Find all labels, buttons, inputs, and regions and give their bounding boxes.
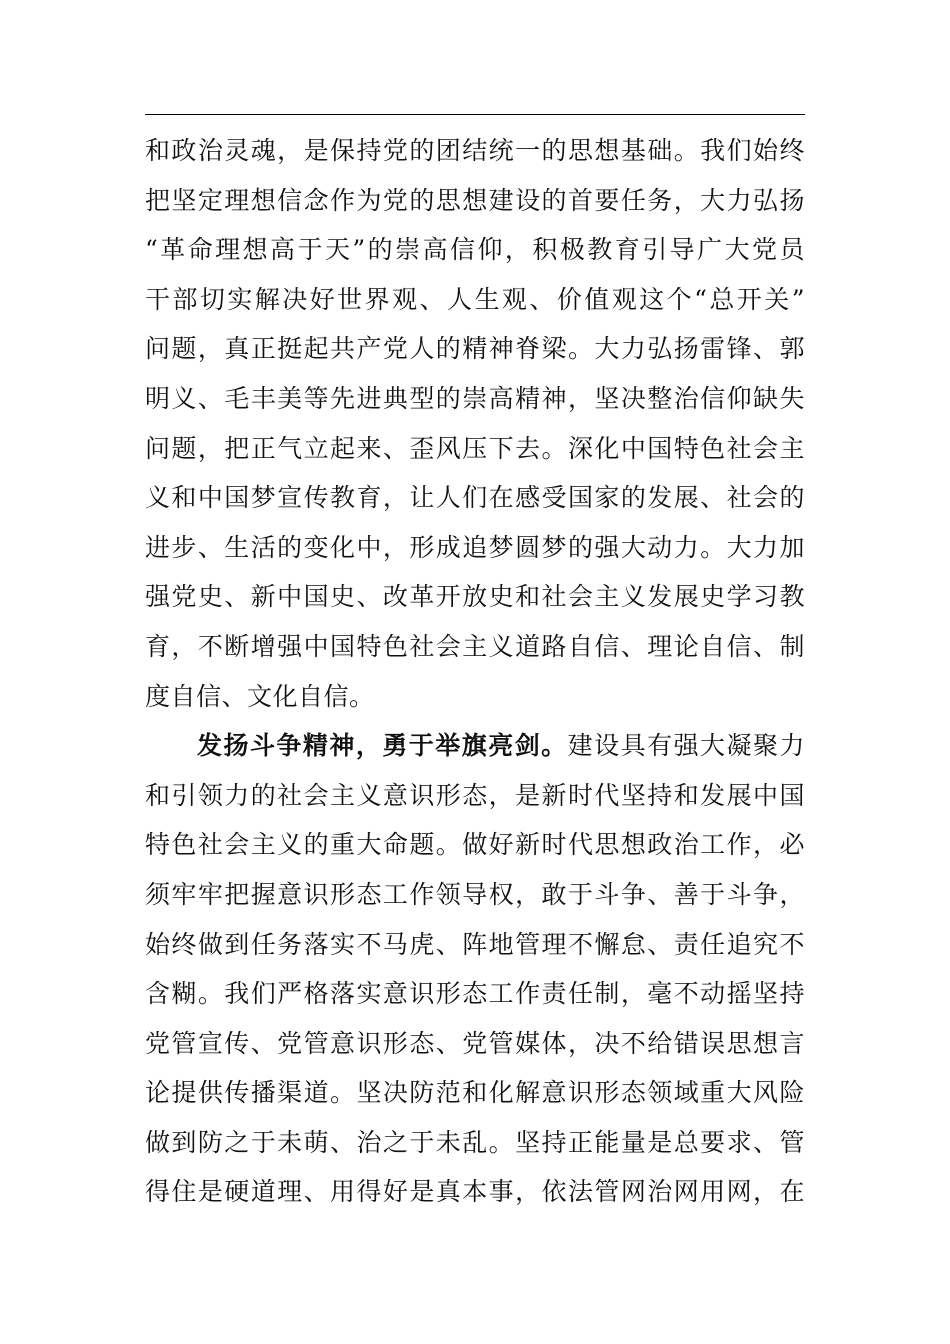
text-line: 须牢牢把握意识形态工作领导权，敢于斗争、善于斗争， [145,879,805,909]
text-line: 问题，真正挺起共产党人的精神脊梁。大力弘扬雷锋、郭 [145,334,805,364]
text-line: 进步、生活的变化中，形成追梦圆梦的强大动力。大力加 [145,532,805,562]
text-line: “革命理想高于天”的崇高信仰，积极教育引导广大党员 [145,235,805,265]
document-body [145,126,805,1217]
text-line: 明义、毛丰美等先进典型的崇高精神，坚决整治信仰缺失 [145,383,805,413]
paragraph-struggle [145,721,805,1217]
text-line: 和政治灵魂，是保持党的团结统一的思想基础。我们始终 [145,136,805,165]
text-line: 和引领力的社会主义意识形态，是新时代坚持和发展中国 [145,780,805,810]
paragraph-first-line-text: 建设具有强大凝聚力 [567,731,805,761]
text-line: 义和中国梦宣传教育，让人们在感受国家的发展、社会的 [145,483,805,513]
text-line: 特色社会主义的重大命题。做好新时代思想政治工作，必 [145,830,805,860]
paragraph-heading: 发扬斗争精神，勇于举旗亮剑。 [197,731,568,761]
paragraph-first-line [145,721,805,771]
text-line: 论提供传播渠道。坚决防范和化解意识形态领域重大风险 [145,1078,805,1108]
text-line: 党管宣传、党管意识形态、党管媒体，决不给错误思想言 [145,1028,805,1058]
text-line: 含糊。我们严格落实意识形态工作责任制，毫不动摇坚持 [145,979,805,1009]
text-line: 育，不断增强中国特色社会主义道路自信、理论自信、制 [145,631,805,661]
header-rule [145,114,805,115]
text-line: 把坚定理想信念作为党的思想建设的首要任务，大力弘扬 [145,185,805,215]
text-line: 干部切实解决好世界观、人生观、价值观这个“总开关” [145,284,805,314]
text-line: 问题，把正气立起来、歪风压下去。深化中国特色社会主 [145,433,805,463]
text-line: 始终做到任务落实不马虎、阵地管理不懈怠、责任追究不 [145,929,805,959]
text-line: 度自信、文化自信。 [145,681,375,711]
text-line: 做到防之于未萌、治之于未乱。坚持正能量是总要求、管 [145,1127,805,1157]
paragraph-ideals [145,126,805,721]
text-line: 得住是硬道理、用得好是真本事，依法管网治网用网，在 [145,1177,805,1207]
text-line: 强党史、新中国史、改革开放史和社会主义发展史学习教 [145,582,805,612]
